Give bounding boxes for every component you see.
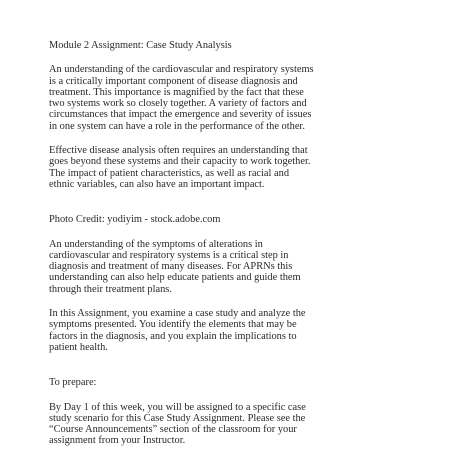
text-line: “Course Announcements” section of the classroom for your bbox=[49, 424, 297, 436]
text-line: two systems work so closely together. A variety of factors and bbox=[49, 98, 307, 110]
text-line: patient health. bbox=[49, 341, 108, 353]
paragraph-intro bbox=[49, 64, 419, 132]
text-line: understanding can also help educate patients and guide them bbox=[49, 272, 301, 284]
text-line: By Day 1 of this week, you will be assigned to a specific case bbox=[49, 401, 306, 413]
text-line: is a critically important component of disease diagnosis and bbox=[49, 75, 298, 87]
text-line: goes beyond these systems and their capacity to work together. bbox=[49, 156, 311, 168]
text-line: Effective disease analysis often requires an understanding that bbox=[49, 145, 308, 157]
paragraph-day-one bbox=[49, 402, 419, 447]
text-line: symptoms presented. You identify the elements that may be bbox=[49, 319, 297, 331]
text-line: assignment from your Instructor. bbox=[49, 435, 186, 447]
text-line: ethnic variables, can also have an important impact. bbox=[49, 178, 265, 190]
text-line: in one system can have a role in the performance of the other. bbox=[49, 120, 305, 132]
text-line: circumstances that impact the emergence and severity of issues bbox=[49, 109, 312, 121]
text-line: diagnosis and treatment of many diseases. For APRNs this bbox=[49, 261, 293, 273]
text-line: In this Assignment, you examine a case study and analyze the bbox=[49, 308, 306, 320]
document-title: Module 2 Assignment: Case Study Analysis bbox=[49, 40, 232, 51]
text-line: through their treatment plans. bbox=[49, 283, 172, 295]
paragraph-symptoms bbox=[49, 239, 419, 295]
text-line: An understanding of the cardiovascular and respiratory systems bbox=[49, 64, 314, 76]
text-line: treatment. This importance is magnified by the fact that these bbox=[49, 86, 304, 98]
text-line: An understanding of the symptoms of alterations in bbox=[49, 238, 263, 250]
text-line: To prepare: bbox=[49, 377, 97, 389]
photo-credit bbox=[49, 214, 419, 225]
paragraph-assignment bbox=[49, 308, 419, 353]
text-line: cardiovascular and respiratory systems is a critical step in bbox=[49, 249, 289, 261]
text-line: Photo Credit: yodiyim - stock.adobe.com bbox=[49, 214, 221, 226]
section-heading-prepare bbox=[49, 377, 419, 388]
paragraph-analysis bbox=[49, 145, 419, 190]
text-line: study scenario for this Case Study Assignment. Please see the bbox=[49, 412, 306, 424]
document-body bbox=[49, 40, 419, 460]
text-line: factors in the diagnosis, and you explain the implications to bbox=[49, 330, 297, 342]
text-line: The impact of patient characteristics, as well as racial and bbox=[49, 167, 290, 179]
